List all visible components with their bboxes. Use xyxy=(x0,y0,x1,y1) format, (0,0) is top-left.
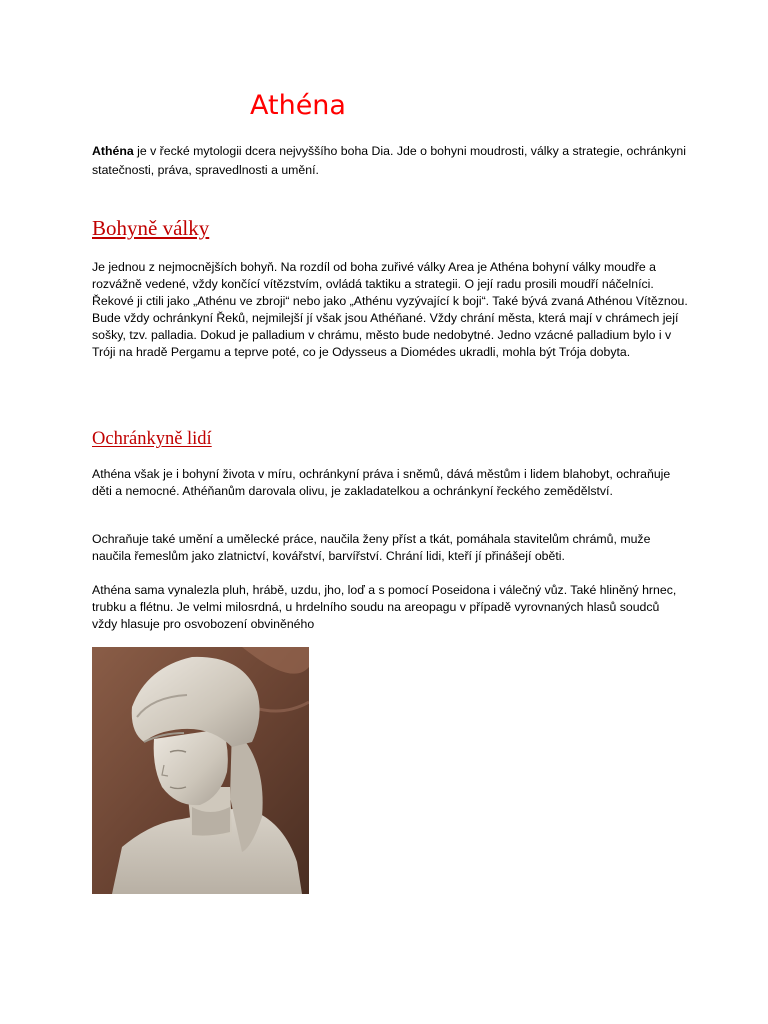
intro-text: je v řecké mytologii dcera nejvyššího boha Dia. Jde o bohyni moudrosti, války a strategie, ochránkyni statečnosti, práva, spravedlnosti a umění. xyxy=(92,144,686,177)
section-paragraph: Athéna však je i bohyní života v míru, ochránkyní práva i sněmů, dává městům i lidem blahobyt, ochraňuje děti a nemocné. Athéňanům darovala olivu, je zakladatelkou a ochránkyní řeckého zemědělství. xyxy=(92,467,671,498)
section-heading-ochrankyne-lidi: Ochránkyně lidí xyxy=(92,429,212,449)
section-paragraph: Je jednou z nejmocnějších bohyň. Na rozdíl od boha zuřivé války Area je Athéna bohyní války moudře a rozvážně vedené, vždy končící vítězstvím, ovládá taktiku a strategii. O její radu prosili moudří náčelníci. Řekové ji ctili jako „Athénu ve zbroji“ nebo jako „Athénu vyzývající k boji“. Také bývá zvaná Athénou Vítěznou. Bude vždy ochránkyní Řeků, nejmilejší jí však jsou Athéňané. Vždy chrání města, která mají v chrámech její sošky, tzv. palladia. Dokud je palladium v chrámu, město bude nedobytné. Jedno vzácné palladium bylo i v Tróji na hradě Pergamu a teprve poté, co je Odysseus a Diomédes ukradli, mohla být Trója dobyta. xyxy=(92,260,688,359)
section-paragraph: Athéna sama vynalezla pluh, hrábě, uzdu, jho, loď a s pomocí Poseidona i válečný vůz. Také hliněný hrnec, trubku a flétnu. Je velmi milosrdná, u hrdelního soudu na areopagu v případě vyrovnaných hlasů soudců vždy hlasuje pro osvobození obviněného xyxy=(92,583,677,631)
section-paragraph: Ochraňuje také umění a umělecké práce, naučila ženy příst a tkát, pomáhala stavitelům chrámů, muže naučila řemeslům jako zlatnictví, kovářství, barvířství. Chrání lidi, kteří jí přinášejí oběti. xyxy=(92,532,651,563)
intro-bold-lead: Athéna xyxy=(92,144,134,158)
intro-paragraph xyxy=(92,142,688,180)
section-heading-bohyne-valky: Bohyně války xyxy=(92,216,210,240)
athena-statue-photo xyxy=(92,647,309,894)
page-title: Athéna xyxy=(250,90,346,121)
